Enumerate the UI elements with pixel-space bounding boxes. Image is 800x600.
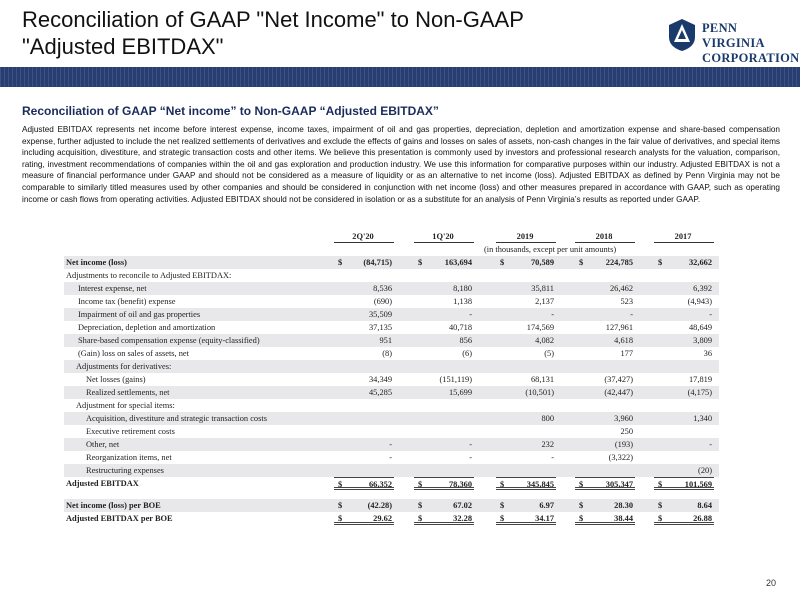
table-cell bbox=[334, 499, 394, 512]
cell-value: (10,501) bbox=[525, 388, 554, 397]
slide-title-line2: "Adjusted EBITDAX" bbox=[22, 34, 224, 59]
table-cell bbox=[414, 477, 474, 490]
column-header: 2Q'20 bbox=[352, 232, 374, 241]
currency-symbol: $ bbox=[338, 258, 343, 267]
logo-text bbox=[702, 21, 800, 66]
currency-symbol: $ bbox=[418, 480, 423, 489]
row-label: Other, net bbox=[86, 440, 120, 449]
cell-value: 101,569 bbox=[684, 480, 712, 489]
table-cell bbox=[654, 512, 714, 525]
row-label: Impairment of oil and gas properties bbox=[78, 310, 201, 319]
cell-value: 28.30 bbox=[614, 501, 633, 510]
cell-value: (42.28) bbox=[367, 501, 392, 510]
slide-title-line1: Reconciliation of GAAP "Net Income" to Non-GAAP bbox=[22, 7, 524, 32]
cell-value: 1,138 bbox=[453, 297, 472, 306]
table-row bbox=[64, 477, 719, 490]
column-header: 1Q'20 bbox=[432, 232, 454, 241]
cell-value: 163,694 bbox=[444, 258, 472, 267]
table-header-row bbox=[64, 230, 719, 243]
table-cell bbox=[496, 512, 556, 525]
table-cell bbox=[654, 347, 714, 360]
table-cell bbox=[334, 464, 394, 477]
currency-symbol: $ bbox=[418, 258, 423, 267]
table-cell bbox=[654, 451, 714, 464]
table-row bbox=[64, 412, 719, 425]
currency-symbol: $ bbox=[579, 514, 584, 523]
table-cell bbox=[654, 399, 714, 412]
cell-value: 15,699 bbox=[448, 388, 472, 397]
table-cell bbox=[414, 282, 474, 295]
cell-value: - bbox=[551, 453, 554, 462]
table-row bbox=[64, 373, 719, 386]
table-row bbox=[64, 386, 719, 399]
table-cell bbox=[414, 386, 474, 399]
table-row bbox=[64, 347, 719, 360]
cell-value: 35,509 bbox=[368, 310, 392, 319]
table-cell bbox=[496, 269, 556, 282]
table-cell bbox=[575, 451, 635, 464]
table-cell bbox=[496, 295, 556, 308]
currency-symbol: $ bbox=[500, 501, 505, 510]
table-cell bbox=[654, 412, 714, 425]
table-cell bbox=[654, 282, 714, 295]
currency-symbol: $ bbox=[658, 258, 663, 267]
currency-symbol: $ bbox=[500, 480, 505, 489]
row-label: Adjustments to reconcile to Adjusted EBITDAX: bbox=[66, 271, 232, 280]
table-cell bbox=[575, 360, 635, 373]
table-cell bbox=[654, 425, 714, 438]
table-cell bbox=[575, 321, 635, 334]
currency-symbol: $ bbox=[338, 501, 343, 510]
reconciliation-table bbox=[64, 230, 719, 525]
cell-value: 6.97 bbox=[539, 501, 554, 510]
row-label: Share-based compensation expense (equity-classified) bbox=[78, 336, 260, 345]
table-cell bbox=[654, 321, 714, 334]
page-number: 20 bbox=[765, 578, 776, 588]
table-cell bbox=[414, 512, 474, 525]
table-cell bbox=[496, 464, 556, 477]
table-row bbox=[64, 399, 719, 412]
cell-value: 127,961 bbox=[605, 323, 633, 332]
row-label: Net income (loss) bbox=[66, 258, 127, 267]
row-label: Acquisition, divestiture and strategic transaction costs bbox=[86, 414, 267, 423]
intro-paragraph: Adjusted EBITDAX represents net income before interest expense, income taxes, impairment of oil and gas properties, depreciation, depletion and amortization expense and share-based compensation expense, further adjusted to include the net realized settlements of derivatives and exclude the effects of gains and losses on sales of assets, non-cash changes in the fair value of derivatives, and special items including acquisition, divestiture, and strategic transaction costs and other items. We believe this presentation is commonly used by investors and professional research analysts for the valuation, comparison, rating, investment recommendations of companies within the oil and gas exploration and production industry. We use this information for comparative purposes within our industry. Adjusted EBITDAX is not a measure of financial performance under GAAP and should not be considered as a measure of liquidity or as an alternative to net income (loss). Adjusted EBITDAX as defined by Penn Virginia may not be comparable to similarly titled measures used by other companies and should be considered in conjunction with net income (loss) and other measures prepared in accordance with GAAP, such as operating income or cash flows from operating activities. Adjusted EBITDAX should not be considered in isolation or as a substitute for an analysis of Penn Virginia’s results as reported under GAAP. bbox=[22, 125, 780, 204]
table-cell bbox=[496, 499, 556, 512]
table-cell bbox=[414, 308, 474, 321]
cell-value: (37,427) bbox=[604, 375, 633, 384]
table-cell bbox=[654, 464, 714, 477]
cell-value: 224,785 bbox=[605, 258, 633, 267]
cell-value: 29.62 bbox=[373, 514, 392, 523]
table-cell bbox=[414, 464, 474, 477]
cell-value: - bbox=[469, 453, 472, 462]
table-cell bbox=[496, 373, 556, 386]
cell-value: - bbox=[551, 310, 554, 319]
cell-value: 3,960 bbox=[614, 414, 633, 423]
units-row bbox=[64, 243, 719, 256]
table-cell bbox=[414, 334, 474, 347]
cell-value: 177 bbox=[620, 349, 633, 358]
table-cell bbox=[654, 438, 714, 451]
cell-value: 35,811 bbox=[531, 284, 554, 293]
table-cell bbox=[654, 360, 714, 373]
table-cell bbox=[496, 347, 556, 360]
cell-value: 36 bbox=[703, 349, 712, 358]
cell-value: 67.02 bbox=[453, 501, 472, 510]
cell-value: 45,285 bbox=[368, 388, 392, 397]
table-cell bbox=[334, 256, 394, 269]
table-cell bbox=[334, 373, 394, 386]
table-cell bbox=[496, 321, 556, 334]
currency-symbol: $ bbox=[500, 258, 505, 267]
table-cell bbox=[575, 412, 635, 425]
cell-value: 70,589 bbox=[530, 258, 554, 267]
table-cell bbox=[334, 477, 394, 490]
currency-symbol: $ bbox=[338, 480, 343, 489]
table-cell bbox=[654, 269, 714, 282]
table-cell bbox=[414, 256, 474, 269]
table-cell bbox=[496, 256, 556, 269]
cell-value: 4,618 bbox=[614, 336, 633, 345]
cell-value: (84,715) bbox=[363, 258, 392, 267]
table-row bbox=[64, 269, 719, 282]
table-cell bbox=[496, 386, 556, 399]
row-label: (Gain) loss on sales of assets, net bbox=[78, 349, 189, 358]
currency-symbol: $ bbox=[579, 258, 584, 267]
table-cell bbox=[575, 256, 635, 269]
table-cell bbox=[414, 399, 474, 412]
cell-value: (20) bbox=[698, 466, 712, 475]
row-label: Adjusted EBITDAX bbox=[66, 479, 139, 488]
table-row bbox=[64, 334, 719, 347]
cell-value: - bbox=[389, 453, 392, 462]
cell-value: 6,392 bbox=[693, 284, 712, 293]
cell-value: 232 bbox=[541, 440, 554, 449]
table-cell bbox=[575, 334, 635, 347]
table-cell bbox=[414, 438, 474, 451]
table-row bbox=[64, 360, 719, 373]
cell-value: (8) bbox=[382, 349, 392, 358]
table-cell bbox=[334, 308, 394, 321]
table-cell bbox=[496, 334, 556, 347]
cell-value: - bbox=[630, 310, 633, 319]
cell-value: (151,119) bbox=[439, 375, 472, 384]
table-cell bbox=[575, 373, 635, 386]
table-cell bbox=[496, 438, 556, 451]
table-spacer bbox=[64, 490, 719, 499]
column-header: 2019 bbox=[516, 232, 534, 241]
cell-value: 8.64 bbox=[697, 501, 712, 510]
table-cell bbox=[654, 334, 714, 347]
cell-value: - bbox=[389, 440, 392, 449]
row-label: Net income (loss) per BOE bbox=[66, 501, 161, 510]
cell-value: 523 bbox=[620, 297, 633, 306]
units-note: (in thousands, except per unit amounts) bbox=[484, 245, 617, 254]
table-cell bbox=[575, 464, 635, 477]
cell-value: 1,340 bbox=[693, 414, 712, 423]
table-cell bbox=[654, 256, 714, 269]
cell-value: 68,131 bbox=[530, 375, 554, 384]
table-row bbox=[64, 321, 719, 334]
table-cell bbox=[334, 512, 394, 525]
cell-value: 32,662 bbox=[688, 258, 712, 267]
table-cell bbox=[414, 347, 474, 360]
cell-value: (4,175) bbox=[687, 388, 712, 397]
cell-value: (3,322) bbox=[608, 453, 633, 462]
table-cell bbox=[575, 499, 635, 512]
currency-symbol: $ bbox=[579, 501, 584, 510]
cell-value: 38.44 bbox=[614, 514, 633, 523]
cell-value: 800 bbox=[541, 414, 554, 423]
cell-value: 951 bbox=[379, 336, 392, 345]
table-cell bbox=[654, 373, 714, 386]
cell-value: 174,569 bbox=[526, 323, 554, 332]
currency-symbol: $ bbox=[500, 514, 505, 523]
table-cell bbox=[414, 321, 474, 334]
table-cell bbox=[414, 360, 474, 373]
cell-value: 34,349 bbox=[368, 375, 392, 384]
header-band bbox=[0, 67, 800, 87]
cell-value: 66,352 bbox=[368, 480, 392, 489]
table-cell bbox=[414, 499, 474, 512]
table-cell bbox=[414, 269, 474, 282]
cell-value: 32.28 bbox=[453, 514, 472, 523]
table-row bbox=[64, 464, 719, 477]
cell-value: (193) bbox=[614, 440, 633, 449]
cell-value: 8,536 bbox=[373, 284, 392, 293]
table-cell bbox=[575, 386, 635, 399]
cell-value: - bbox=[469, 440, 472, 449]
table-cell bbox=[575, 295, 635, 308]
cell-value: 345,845 bbox=[526, 480, 554, 489]
table-cell bbox=[496, 425, 556, 438]
table-cell bbox=[414, 412, 474, 425]
cell-value: 34.17 bbox=[535, 514, 554, 523]
cell-value: 305,347 bbox=[605, 480, 633, 489]
table-cell bbox=[334, 386, 394, 399]
table-cell bbox=[654, 477, 714, 490]
cell-value: 17,819 bbox=[688, 375, 712, 384]
cell-value: 3,809 bbox=[693, 336, 712, 345]
table-cell bbox=[334, 321, 394, 334]
column-header: 2017 bbox=[674, 232, 692, 241]
cell-value: (5) bbox=[544, 349, 554, 358]
currency-symbol: $ bbox=[658, 480, 663, 489]
currency-symbol: $ bbox=[579, 480, 584, 489]
table-cell bbox=[496, 360, 556, 373]
table-row bbox=[64, 282, 719, 295]
cell-value: 37,135 bbox=[368, 323, 392, 332]
cell-value: - bbox=[709, 310, 712, 319]
table-cell bbox=[334, 360, 394, 373]
table-cell bbox=[575, 282, 635, 295]
table-cell bbox=[575, 438, 635, 451]
table-cell bbox=[496, 282, 556, 295]
penn-virginia-logo bbox=[668, 18, 800, 65]
table-cell bbox=[496, 477, 556, 490]
table-cell bbox=[496, 308, 556, 321]
row-label: Adjustment for special items: bbox=[76, 401, 175, 410]
table-row bbox=[64, 425, 719, 438]
cell-value: 26.88 bbox=[693, 514, 712, 523]
cell-value: 2,137 bbox=[535, 297, 554, 306]
currency-symbol: $ bbox=[338, 514, 343, 523]
table-cell bbox=[575, 425, 635, 438]
row-label: Depreciation, depletion and amortization bbox=[78, 323, 216, 332]
table-cell bbox=[334, 334, 394, 347]
table-cell bbox=[575, 512, 635, 525]
cell-value: (690) bbox=[373, 297, 392, 306]
table-row bbox=[64, 295, 719, 308]
table-cell bbox=[414, 295, 474, 308]
row-label: Interest expense, net bbox=[78, 284, 147, 293]
slide-title bbox=[22, 6, 622, 60]
table-row bbox=[64, 499, 719, 512]
table-cell bbox=[575, 269, 635, 282]
logo-line1: PENN VIRGINIA bbox=[702, 21, 765, 50]
table-cell bbox=[575, 399, 635, 412]
cell-value: (6) bbox=[462, 349, 472, 358]
cell-value: 26,462 bbox=[609, 284, 633, 293]
table-cell bbox=[414, 451, 474, 464]
cell-value: 78,360 bbox=[448, 480, 472, 489]
row-label: Executive retirement costs bbox=[86, 427, 175, 436]
table-cell bbox=[414, 373, 474, 386]
table-cell bbox=[496, 399, 556, 412]
currency-symbol: $ bbox=[418, 514, 423, 523]
row-label: Adjustments for derivatives: bbox=[76, 362, 172, 371]
column-header: 2018 bbox=[595, 232, 613, 241]
table-cell bbox=[496, 451, 556, 464]
table-cell bbox=[575, 347, 635, 360]
table-row bbox=[64, 438, 719, 451]
cell-value: - bbox=[709, 440, 712, 449]
table-cell bbox=[334, 425, 394, 438]
table-cell bbox=[334, 282, 394, 295]
table-cell bbox=[414, 425, 474, 438]
row-label: Adjusted EBITDAX per BOE bbox=[66, 514, 173, 523]
row-label: Income tax (benefit) expense bbox=[78, 297, 176, 306]
cell-value: 48,649 bbox=[688, 323, 712, 332]
table-row bbox=[64, 451, 719, 464]
table-cell bbox=[575, 477, 635, 490]
table-cell bbox=[496, 412, 556, 425]
row-label: Reorganization items, net bbox=[86, 453, 172, 462]
table-cell bbox=[334, 451, 394, 464]
triangle-shield-icon bbox=[668, 18, 696, 52]
table-cell bbox=[334, 295, 394, 308]
currency-symbol: $ bbox=[418, 501, 423, 510]
row-label: Net losses (gains) bbox=[86, 375, 146, 384]
table-cell bbox=[334, 412, 394, 425]
table-row bbox=[64, 308, 719, 321]
logo-line2: CORPORATION bbox=[702, 51, 800, 65]
cell-value: 8,180 bbox=[453, 284, 472, 293]
table-cell bbox=[334, 347, 394, 360]
table-cell bbox=[654, 308, 714, 321]
table-row bbox=[64, 512, 719, 525]
row-label: Restructuring expenses bbox=[86, 466, 164, 475]
table-cell bbox=[654, 499, 714, 512]
table-cell bbox=[334, 269, 394, 282]
cell-value: 40,718 bbox=[448, 323, 472, 332]
cell-value: 856 bbox=[459, 336, 472, 345]
cell-value: (42,447) bbox=[604, 388, 633, 397]
table-cell bbox=[654, 386, 714, 399]
cell-value: (4,943) bbox=[687, 297, 712, 306]
currency-symbol: $ bbox=[658, 514, 663, 523]
table-cell bbox=[575, 308, 635, 321]
currency-symbol: $ bbox=[658, 501, 663, 510]
row-label: Realized settlements, net bbox=[86, 388, 170, 397]
table-cell bbox=[334, 438, 394, 451]
cell-value: 4,082 bbox=[535, 336, 554, 345]
section-heading: Reconciliation of GAAP “Net income” to Non-GAAP “Adjusted EBITDAX” bbox=[22, 104, 439, 118]
table-cell bbox=[654, 295, 714, 308]
cell-value: - bbox=[469, 310, 472, 319]
table-cell bbox=[334, 399, 394, 412]
table-row bbox=[64, 256, 719, 269]
cell-value: 250 bbox=[620, 427, 633, 436]
